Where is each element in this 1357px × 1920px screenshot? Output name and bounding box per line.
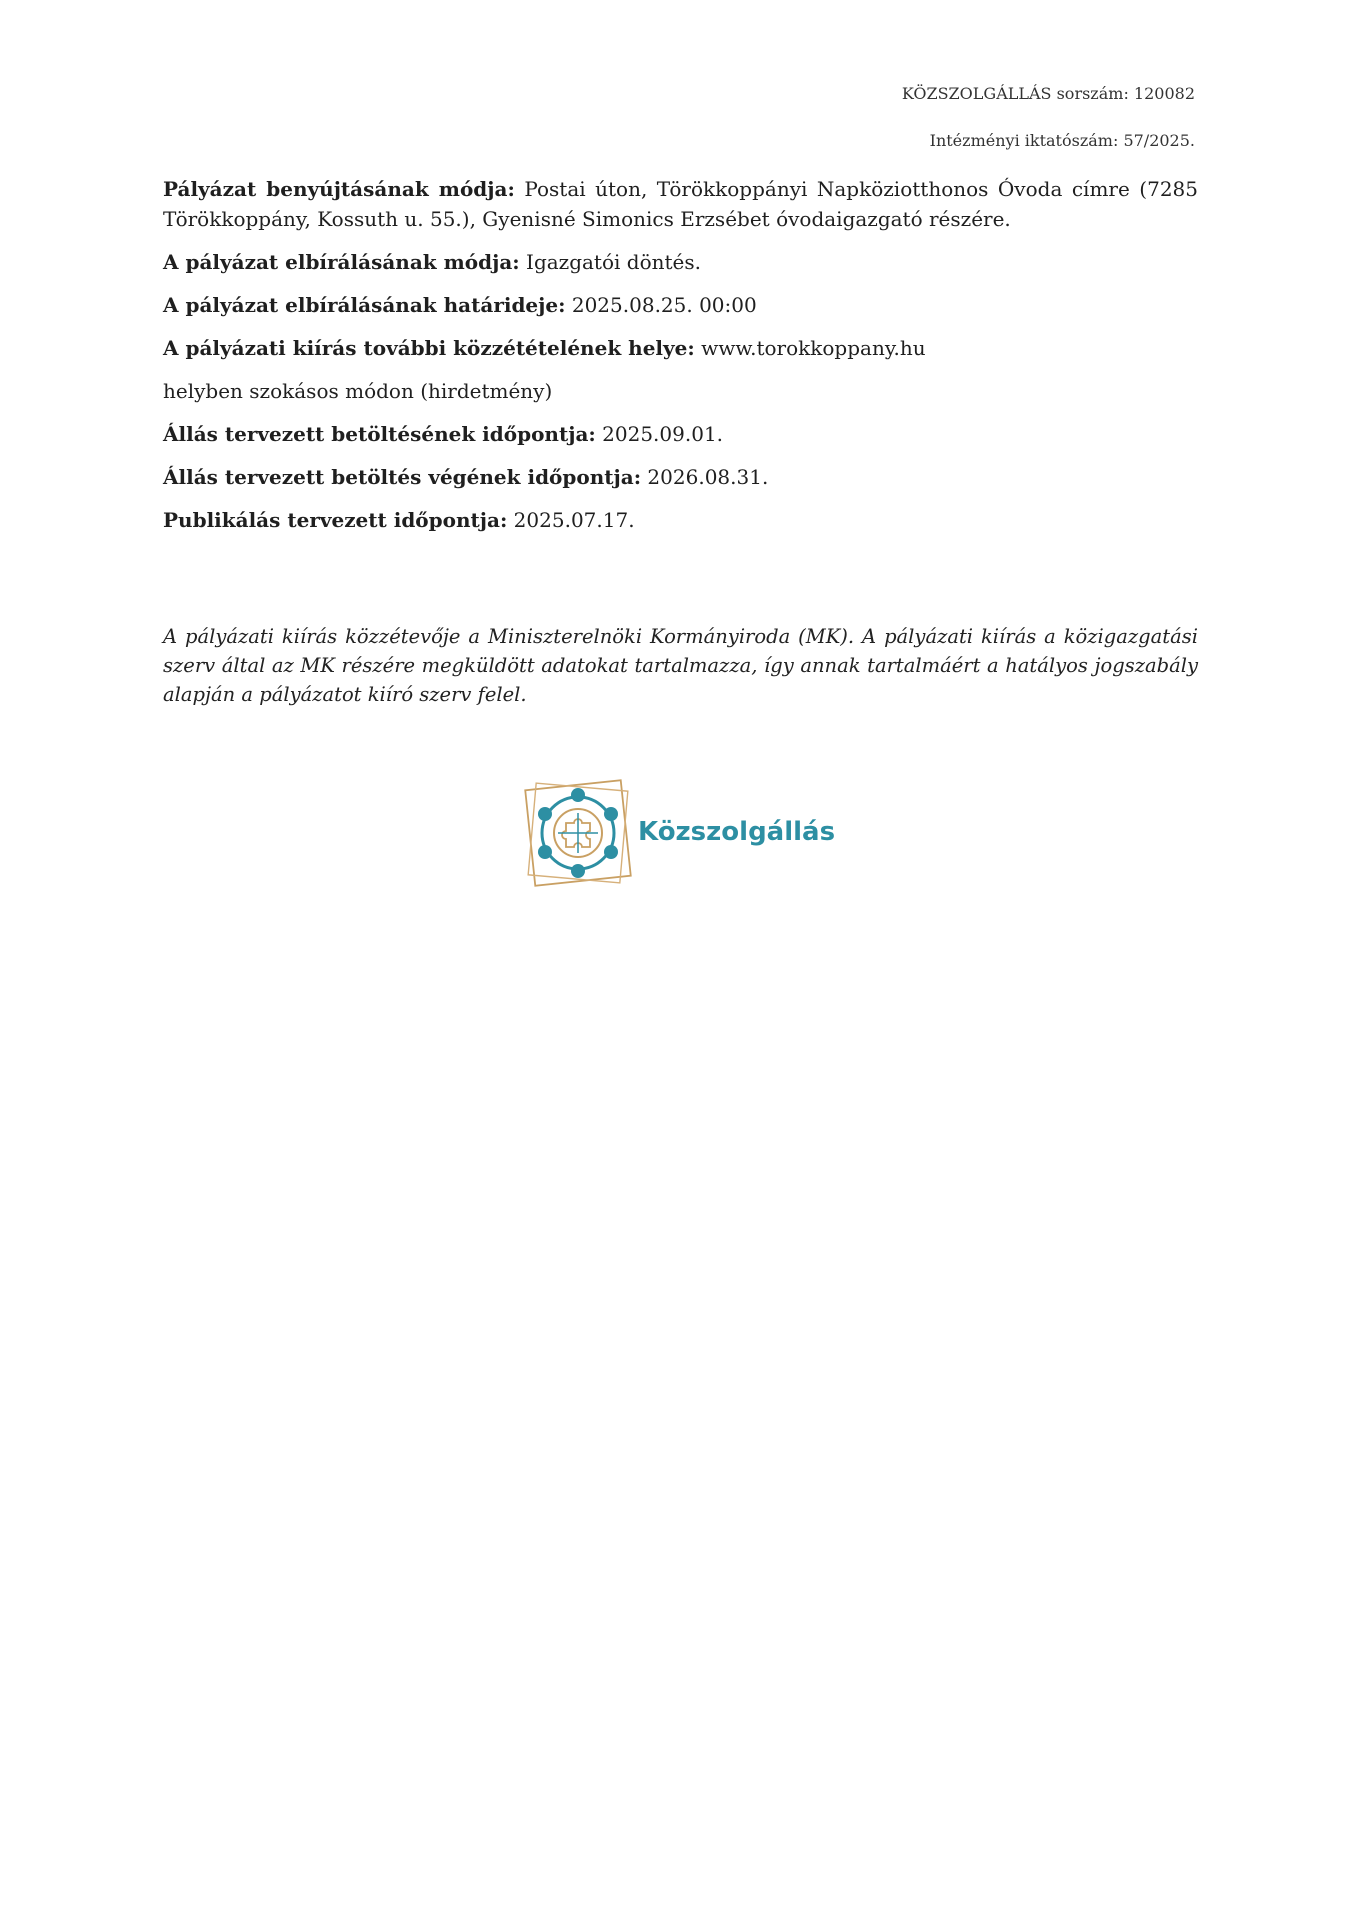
field-label: Pályázat benyújtásának módja: — [163, 177, 515, 201]
field-value: 2026.08.31. — [641, 465, 769, 489]
field-value: Igazgatói döntés. — [519, 250, 701, 274]
field-value: Postai úton, Törökkoppányi Napköziotthonos Óvoda címre (7285 Törökkoppány, Kossuth u. 55.), Gyenisné Simonics Erzsébet óvodaigazgató részére. — [163, 177, 1198, 231]
field-submission-method — [163, 174, 1198, 234]
disclaimer-text: A pályázati kiírás közzétevője a Miniszterelnöki Kormányiroda (MK). A pályázati kiírás a közigazgatási szerv által az MK részére megküldött adatokat tartalmazza, így annak tartalmáért a hatályos jogszabály alapján a pályázatot kiíró szerv felel. — [163, 625, 1198, 706]
field-label: A pályázat elbírálásának módja: — [163, 250, 520, 274]
field-value: www.torokkoppany.hu — [694, 336, 926, 360]
iktatoszam-header: Intézményi iktatószám: 57/2025. — [929, 131, 1195, 150]
field-publication-place — [163, 333, 1198, 363]
field-start-date — [163, 419, 1198, 449]
field-publication-place-extra — [163, 376, 1198, 406]
field-value: 2025.07.17. — [507, 508, 635, 532]
field-evaluation-deadline — [163, 290, 1198, 320]
field-publish-date — [163, 505, 1198, 535]
field-value: 2025.09.01. — [595, 422, 724, 446]
field-label: Publikálás tervezett időpontja: — [163, 508, 508, 532]
field-end-date — [163, 462, 1198, 492]
kozszolgallas-emblem-icon — [518, 773, 638, 893]
field-label: A pályázati kiírás további közzétételének helye: — [163, 336, 695, 360]
logo-text: Közszolgállás — [638, 817, 836, 847]
field-value: 2025.08.25. 00:00 — [565, 293, 757, 317]
field-value: helyben szokásos módon (hirdetmény) — [163, 379, 553, 403]
kozszolgallas-logo — [518, 773, 858, 893]
field-evaluation-method — [163, 247, 1198, 277]
field-label: A pályázat elbírálásának határideje: — [163, 293, 566, 317]
field-label: Állás tervezett betöltés végének időpontja: — [163, 465, 642, 489]
field-label: Állás tervezett betöltésének időpontja: — [163, 422, 596, 446]
sorszam-header: KÖZSZOLGÁLLÁS sorszám: 120082 — [901, 84, 1195, 103]
application-details — [163, 174, 1198, 548]
